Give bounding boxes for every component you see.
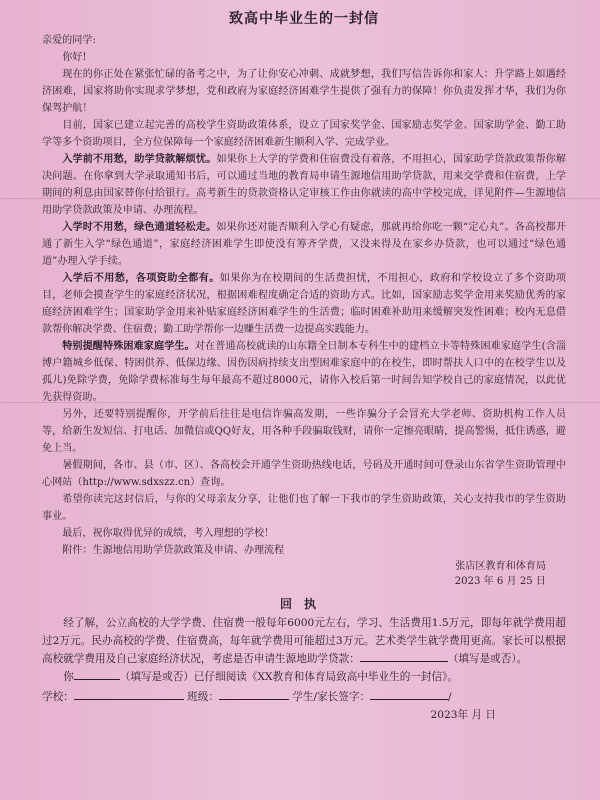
receipt-paragraph — [42, 614, 566, 668]
paper-fold — [0, 402, 600, 403]
school-field[interactable] — [74, 688, 184, 700]
signer: 张店区教育和体育局 — [455, 561, 546, 572]
aid-text: 如果你为在校期间的生活费担忧，不用担心，政府和学校设立了多个资助项目，老师会摸查学生的家庭经济状况，根据困难程度确定合适的资助方式。比如，国家励志奖学金用来奖励优秀的家庭经济困难学生；国家助学金用来补贴家庭经济困难学生的生活费；临时困难补助用来缓解突发性困难；校内无息借款帮你解决学费、住宿费；勤工助学帮你一边赚生活费一边提高实践能力。 — [42, 273, 567, 335]
receipt-text: 经了解，公立高校的大学学费、住宿费一般每年6000元左右，学习、生活费用1.5万元，即每年就学费用超过2万元。民办高校的学费、住宿费高，每年就学费用可能超过3万元。艺术类学生就学费用更高。家长可以根据高校就学费用及自己家庭经济状况，考虑是否申请生源地助学贷款： — [42, 617, 566, 665]
receipt-text-tail: （填写是或否）。 — [447, 653, 528, 665]
signature-slash: / — [448, 691, 452, 703]
bottom-date: 2023年 月 日 — [430, 709, 496, 721]
letter-title: 致高中毕业生的一封信 — [229, 11, 379, 27]
paragraph-share: 希望你读完这封信后，与你的父母亲友分享，让他们也了解一下我市的学生资助政策，关心支持我市的学生资助事业。 — [42, 494, 566, 522]
greeting: 亲爱的同学: — [42, 35, 96, 46]
receipt-title: 回执 — [279, 597, 328, 611]
paragraph-hotline: 暑假期间，各市、县（市、区）、各高校会开通学生资助热线电话，号码及开通时间可登录山东省学生资助管理中心网站（http://www.sdxszz.cn）查询。 — [42, 460, 566, 488]
loan-text: 如果你上大学的学费和住宿费没有着落，不用担心，国家助学贷款政策帮你解决问题。在你拿到大学录取通知书后，可以通过当地的教育局申请生源地信用助学贷款，用来交学费和住宿费，上学期间的利息由国家替你付给银行。高考新生的贷款资格认定审核工作由你就读的高中学校完成，详见附件—生源地信用助学贷款政策及申请、办理流程。 — [42, 154, 567, 216]
read-confirmation-text: （填写是或否）已仔细阅读《XX教育和体育局致高中毕业生的一封信》。 — [119, 671, 458, 683]
class-label: 班级： — [187, 691, 219, 703]
signature-field[interactable] — [370, 688, 448, 700]
read-confirmation-you: 你 — [63, 671, 74, 683]
paragraph-loan — [42, 151, 566, 219]
paragraph-wishes: 最后，祝你取得优异的成绩，考入理想的学校！ — [62, 528, 275, 539]
loan-heading: 入学前不用愁，助学贷款解烦忧。 — [62, 154, 217, 165]
green-channel-heading: 入学时不用愁，绿色通道轻松走。 — [62, 222, 217, 233]
signature-row — [42, 686, 566, 708]
paragraph-intro: 现在的你正处在紧张忙碌的备考之中，为了让你安心冲刺、成就梦想，我们写信告诉你和家人：升学路上如遇经济困难，国家将助你实现求学梦想，党和政府为家庭经济困难学生提供了强有力的保障！你负责发挥才华，我们为你保驾护航！ — [42, 69, 566, 114]
paper-fold — [0, 198, 600, 199]
loan-answer-field[interactable] — [360, 650, 448, 662]
read-confirmation — [42, 668, 566, 686]
aid-heading: 入学后不用愁，各项资助全都有。 — [62, 273, 220, 284]
school-label: 学校： — [42, 691, 74, 703]
read-answer-field[interactable] — [74, 668, 120, 680]
paragraph-special — [42, 338, 566, 406]
receipt-section — [42, 614, 566, 686]
special-heading: 特别提醒特殊困难家庭学生。 — [62, 341, 195, 352]
attachment-note: 附件：生源地信用助学贷款政策及申请、办理流程 — [62, 545, 285, 556]
hello: 你好! — [62, 52, 87, 63]
special-text: 对在普通高校就读的山东籍全日制本专科生中的建档立卡等特殊困难家庭学生(含淄博户籍城乡低保、特困供养、低保边缘、因伤因病持续支出型困难家庭中的在校生，即时帮扶人口中的在校学生以及孤儿)免除学费，免除学费标准每生每年最高不超过8000元，请你入校后第一时间告知学校自己的家庭情况，以此优先获得资助。 — [42, 341, 567, 403]
green-channel-text: 如果你还对能否顺利入学心有疑虑，那就再给你吃一颗“定心丸”。各高校都开通了新生入学“绿色通道”，家庭经济困难学生即使没有筹齐学费，又没来得及在家乡办贷款，也可以通过“绿色通道”办理入学手续。 — [42, 222, 566, 267]
paragraph-system: 目前，国家已建立起完善的高校学生资助政策体系，设立了国家奖学金、国家励志奖学金、国家助学金、勤工助学等多个资助项目，全方位保障每一个家庭经济困难新生顺利入学、完成学业。 — [42, 120, 566, 148]
class-field[interactable] — [219, 688, 289, 700]
letter-date: 2023 年 6 月 25 日 — [454, 576, 546, 587]
paragraph-fraud-warning: 另外，还要特别提醒你，开学前后往往是电信诈骗高发期，一些诈骗分子会冒充大学老师、资助机构工作人员等，给新生发短信、打电话、加微信或QQ好友，用各种手段骗取钱财，请你一定擦亮眼睛，提高警惕，抵住诱惑，避免上当。 — [42, 409, 566, 454]
sign-label: 学生/家长签字： — [292, 691, 371, 703]
paragraph-aid — [42, 270, 566, 338]
paragraph-green-channel — [42, 219, 566, 270]
